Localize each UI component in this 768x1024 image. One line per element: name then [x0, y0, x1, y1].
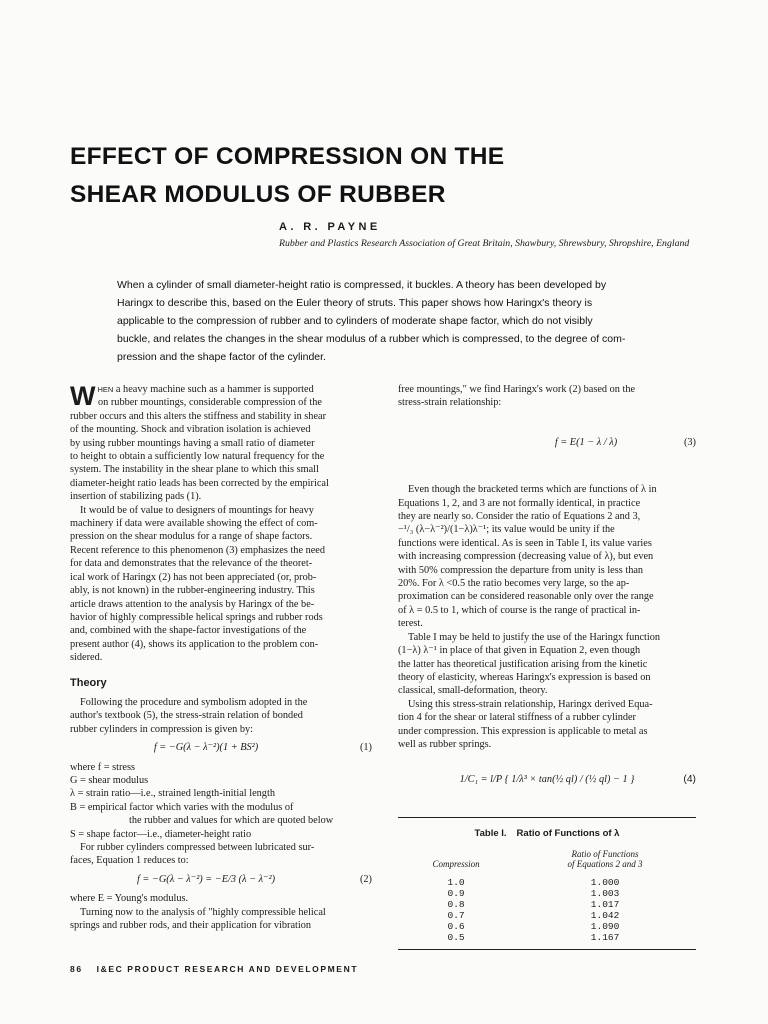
equation-2: [70, 873, 372, 886]
journal-name: I&EC PRODUCT RESEARCH AND DEVELOPMENT: [96, 964, 359, 974]
text-line: insertion of stabilizing pads (1).: [70, 491, 202, 503]
text-line: Equations 1, 2, and 3 are not formally identical, in practice: [398, 497, 641, 509]
paragraph: [70, 504, 372, 665]
right-column: [398, 383, 696, 950]
paragraph: [398, 631, 696, 698]
column-header-compression: Compression: [432, 859, 480, 870]
text-line: diameter-height ratio leads has been corrected by the empirical: [70, 477, 329, 489]
text-line: of λ = 0.5 to 1, which of course is the range of practical in-: [398, 604, 641, 616]
paper-title: [70, 138, 710, 214]
text-line: rubber cylinders in compression is given by:: [70, 723, 254, 735]
table-cell: 1.0: [447, 877, 465, 889]
equation-1: [70, 741, 372, 754]
text-line: It would be of value to designers of mountings for heavy: [80, 504, 314, 516]
title-line-1: EFFECT OF COMPRESSION ON THE: [70, 143, 505, 170]
table-cell: 1.042: [590, 910, 620, 922]
abstract: [117, 277, 697, 367]
table-cell: 0.8: [447, 899, 465, 911]
text-line: theory of elasticity, whereas Haringx's expression is based on: [398, 671, 651, 683]
paragraph: [398, 383, 696, 410]
table-label: Table I.: [474, 827, 507, 839]
text-line: springs and rubber rods, and their application for vibration: [70, 920, 312, 932]
table-cell: 0.9: [447, 888, 465, 900]
text-line: machinery if data were available showing the effect of com-: [70, 518, 318, 530]
text-line: Recent reference to this phenomenon (3) emphasizes the need: [70, 544, 326, 556]
table-cell: 0.7: [447, 910, 465, 922]
symbol-definitions: [70, 761, 372, 841]
definition-line: the rubber and values for which are quoted below: [129, 815, 334, 827]
paragraph: [70, 696, 372, 736]
equation-4-number: (4): [683, 774, 696, 786]
definition-line: B = empirical factor which varies with the modulus of: [70, 801, 294, 813]
paragraph: [398, 698, 696, 752]
text-line: tion 4 for the shear or lateral stiffness of a rubber cylinder: [398, 712, 636, 724]
text-line: for data and demonstrates that the relevance of the theoret-: [70, 558, 313, 570]
column-header-ratio-line2: of Equations 2 and 3: [567, 859, 643, 870]
left-column: [70, 383, 372, 932]
text-line: terest.: [398, 618, 423, 630]
text-line: stress-strain relationship:: [398, 397, 502, 409]
abstract-line: Haringx to describe this, based on the Euler theory of struts. This paper shows how Haringx's theory is: [117, 296, 593, 309]
author-affiliation: Rubber and Plastics Research Association of Great Britain, Shawbury, Shrewsbury, Shropshire, England: [279, 238, 690, 249]
text-line: ical work of Haringx (2) has not been appreciated (or, prob-: [70, 571, 317, 583]
table-cell: 1.167: [590, 932, 620, 944]
equation-3-number: (3): [683, 436, 696, 448]
column-header-ratio-line1: Ratio of Functions: [571, 849, 639, 860]
table-cell: 1.000: [590, 877, 620, 889]
equation-3: [398, 436, 696, 449]
equation-1-body: f = −G(λ − λ⁻²)(1 + BS²): [153, 742, 259, 754]
definition-line: S = shape factor—i.e., diameter-height ratio: [70, 828, 252, 840]
abstract-line: applicable to the compression of rubber and to cylinders of moderate shape factor, which do not visibly: [117, 314, 593, 327]
paragraph: [398, 483, 696, 630]
author-name: A. R. PAYNE: [279, 221, 381, 233]
equation-4-body: 1/C₁ = l/P { 1/λ³ × tan(½ ql) / (½ ql) − 1 }: [459, 774, 635, 786]
column-header-ratio: [514, 848, 696, 877]
drop-cap: W: [70, 381, 96, 411]
definition-line: λ = strain ratio—i.e., strained length-initial length: [70, 788, 275, 800]
table-caption: [398, 827, 696, 840]
text-line: well as rubber springs.: [398, 738, 492, 750]
section-heading-theory: Theory: [70, 676, 107, 689]
abstract-line: pression and the shape factor of the cylinder.: [117, 350, 326, 363]
text-line: classical, small-deformation, theory.: [398, 685, 548, 697]
text-line: Even though the bracketed terms which are functions of λ in: [408, 484, 657, 496]
text-line: author's textbook (5), the stress-strain relation of bonded: [70, 710, 303, 722]
equation-2-number: (2): [359, 873, 372, 885]
equation-1-number: (1): [359, 742, 372, 754]
table-row: [398, 888, 696, 899]
intro-paragraph: [70, 383, 372, 504]
text-line: Table I may be held to justify the use of the Haringx function: [408, 631, 661, 643]
abstract-line: buckle, and relates the changes in the shear modulus of a rubber which is compressed, to the degree of com-: [117, 332, 626, 345]
text-line: with 50% compression the departure from unity is less than: [398, 564, 644, 576]
text-line: faces, Equation 1 reduces to:: [70, 855, 189, 867]
abstract-line: When a cylinder of small diameter-height ratio is compressed, it buckles. A theory has been developed by: [117, 279, 607, 291]
table-cell: 0.5: [447, 932, 465, 944]
table-top-rule: [398, 817, 696, 818]
text-line: where E = Young's modulus.: [70, 893, 189, 905]
text-line: and, combined with the shape-factor investigations of the: [70, 625, 307, 637]
text-line: article draws attention to the analysis by Haringx of the be-: [70, 598, 315, 610]
text-line: sidered.: [70, 652, 103, 664]
text-line: Turning now to the analysis of "highly compressible helical: [80, 906, 326, 918]
text-line: system. The instability in the shear plane to which this small: [70, 464, 319, 476]
text-line: they are nearly so. Consider the ratio of Equations 2 and 3,: [398, 511, 641, 523]
paragraph: [70, 841, 372, 868]
text-line: free mountings," we find Haringx's work (2) based on the: [398, 384, 636, 395]
text-line: −¹/₃ (λ−λ⁻²)/(1−λ)λ⁻¹; its value would be unity if the: [398, 524, 615, 536]
table-cell: 1.090: [590, 921, 620, 933]
text-line: by using rubber mountings having a small ratio of diameter: [70, 437, 315, 449]
drop-cap-continuation: HEN: [97, 385, 114, 394]
definition-line: where f = stress: [70, 761, 135, 773]
table-cell: 0.6: [447, 921, 465, 933]
text-line: rubber occurs and this alters the stiffness and stability in shear: [70, 410, 327, 422]
text-line: present author (4), shows its application to the problem con-: [70, 638, 319, 650]
text-line: under compression. This expression is applicable to metal as: [398, 725, 648, 737]
table-bottom-rule: [398, 949, 696, 950]
equation-4: [398, 773, 696, 786]
text-line: the latter has theoretical justification arising from the kinetic: [398, 658, 648, 670]
table-1: [398, 817, 696, 950]
text-line: Following the procedure and symbolism adopted in the: [80, 696, 308, 708]
equation-2-body: f = −G(λ − λ⁻²) = −E/3 (λ − λ⁻²): [136, 873, 276, 885]
text-line: pression on the shear modulus for a range of shape factors.: [70, 531, 313, 543]
table-row: [398, 899, 696, 910]
text-line: Using this stress-strain relationship, Haringx derived Equa-: [408, 698, 653, 710]
text-line: to height to obtain a sufficiently low natural frequency for the: [70, 451, 325, 463]
text-line: functions were identical. As is seen in Table I, its value varies: [398, 537, 652, 549]
table-row: [398, 921, 696, 932]
text-line: with increasing compression (decreasing value of λ), but even: [398, 551, 654, 563]
page-footer: [70, 964, 358, 974]
page-number: 86: [70, 964, 83, 974]
text-line: For rubber cylinders compressed between lubricated sur-: [80, 842, 315, 853]
paragraph: [70, 892, 372, 932]
table-cell: 1.003: [590, 888, 620, 900]
text-line: havior of highly compressible helical springs and rubber rods: [70, 611, 323, 623]
text-line: ably, is not known) in the rubber-engineering industry. This: [70, 585, 315, 597]
table-row: [398, 932, 696, 943]
text-line: on rubber mountings, considerable compression of the: [98, 397, 322, 409]
title-line-2: SHEAR MODULUS OF RUBBER: [70, 181, 446, 208]
table-header-row: [398, 848, 696, 877]
table-title: Ratio of Functions of λ: [516, 827, 620, 839]
text-line: proximation can be considered reasonable only over the range: [398, 591, 654, 603]
table-row: [398, 877, 696, 888]
text-line: 20%. For λ <0.5 the ratio becomes very large, so the ap-: [398, 578, 630, 590]
text-line: (1−λ) λ⁻¹ in place of that given in Equation 2, even though: [398, 645, 641, 657]
text-line: a heavy machine such as a hammer is supported: [113, 384, 314, 395]
equation-3-body: f = E(1 − λ / λ): [554, 436, 618, 448]
table-cell: 1.017: [590, 899, 620, 911]
table-row: [398, 910, 696, 921]
definition-line: G = shear modulus: [70, 774, 149, 786]
data-table: [398, 848, 696, 943]
text-line: of the mounting. Shock and vibration isolation is achieved: [70, 424, 311, 436]
